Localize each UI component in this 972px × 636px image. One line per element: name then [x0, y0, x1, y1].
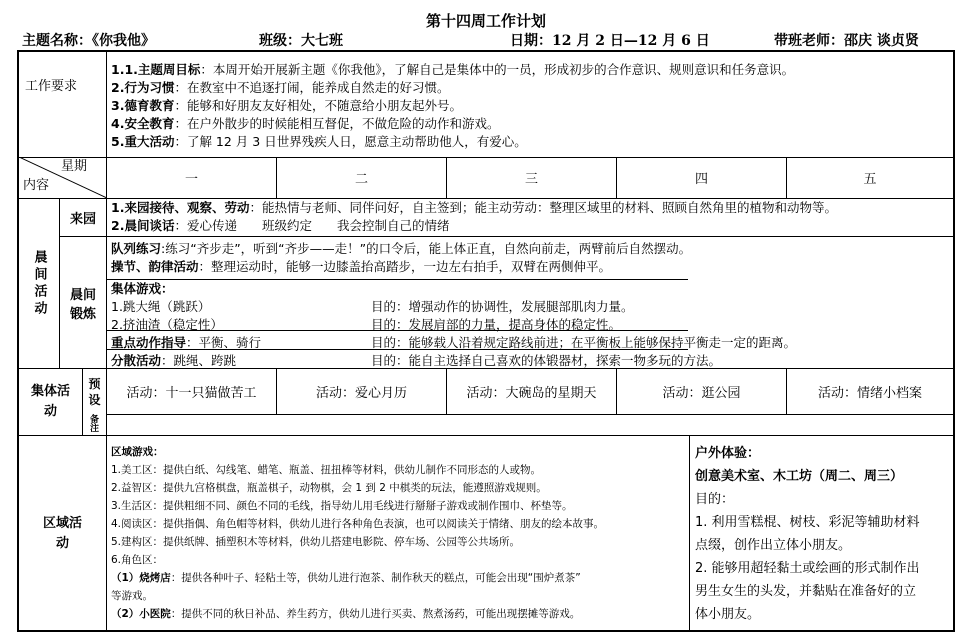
req-item: 5.重大活动：了解 12 月 3 日世界残疾人日，愿意主动帮助他人，有爱心。 — [111, 134, 527, 149]
req-item: 3.德育教育：能够和好朋友友好相处，不随意给小朋友起外号。 — [111, 98, 462, 113]
header-row — [22, 30, 952, 50]
activity-tue: 活动：爱心月历 — [315, 386, 407, 401]
activity-wed: 活动：大碗岛的星期天 — [466, 386, 597, 401]
exercise-content: 队列练习:练习“齐步走”，听到“齐步——走！”的口令后，能上体正直，自然向前走，两臂前后自然摆动。 操节、韵律活动：整理运动时，能够一边膝盖抬高踏步，一边左右拍手，双臂在两侧伸平。 — [111, 241, 692, 274]
page-title: 第十四周工作计划 — [425, 12, 546, 30]
day-fri: 五 — [863, 172, 877, 187]
plan-label: 预设 — [88, 376, 101, 407]
activity-fri: 活动：情绪小档案 — [817, 386, 922, 401]
req-item: 1.1.主题周目标：本周开始开展新主题《你我他》，了解自己是集体中的一员，形成初步的合作意识、规则意识和任务意识。 — [111, 62, 795, 77]
day-thu: 四 — [694, 172, 708, 187]
plan-table — [17, 50, 955, 632]
note-label: 备注 — [89, 415, 99, 434]
day-mon: 一 — [184, 172, 198, 187]
req-item: 4.安全教育：在户外散步的时候能相互督促，不做危险的动作和游戏。 — [111, 116, 500, 131]
date-range: 日期：12 月 2 日—12 月 6 日 — [510, 33, 710, 49]
class-name: 班级：大七班 — [259, 33, 343, 49]
day-wed: 三 — [524, 172, 538, 187]
outdoor-experience: 户外体验： 创意美术室、木工坊（周二、周三） 目的： 1. 利用雪糕棍、树枝、彩泥等辅助材料 点缀，创作出立体小朋友。 2. 能够用超轻黏土或绘画的形式制作出 男生女生的头发，并黏贴在准备好的立 体小朋友。 — [695, 446, 920, 622]
requirements-label: 工作要求 — [25, 79, 78, 94]
day-tue: 二 — [354, 172, 368, 187]
area-games: 区域游戏： 1.美工区：提供白纸、勾线笔、蜡笔、瓶盖、扭扭棒等材料，供幼儿制作不同形态的人或物。 2.益智区：提供九宫格棋盘，瓶盖棋子，动物棋，会 1 到 2 中棋类的玩法，能遵照游戏规则。 3.生活区：提供粗细不同、颜色不同的毛线，指导幼儿用毛线进行掰掰子游戏或制作围巾、杯垫等。 4.阅读区：提供指偶、角色帽等材料，供幼儿进行各种角色表演，也可以阅读关于情绪、朋友的绘本故事。 5.建构区：提供纸牌、插塑积木等材料，供幼儿搭建电影院、停车场、公园等公共场所。 6.角色区： （1）烧烤店：提供各种叶子、轻粘土等，供幼儿进行泡茶、制作秋天的糕点，可能会出现“围炉煮茶” 等游戏。 （2）小医院：提供不同的秋日补品、养生药方，供幼儿进行买卖、熬煮汤药，可能出现摆摊等游戏。 — [111, 446, 605, 620]
arrival-content: 1.来园接待、观察、劳动：能热情与老师、同伴问好，自主签到；能主动劳动：整理区域里的材料、照顾自然角里的植物和动物等。 2.晨间谈话：爱心传递 班级约定 我会控制自己的情绪 — [111, 200, 837, 233]
activity-thu: 活动：逛公园 — [662, 386, 741, 401]
group-games: 集体游戏： 1.跳大绳（跳跃） 目的：增强动作的协调性，发展腿部肌肉力量。 2.挤油渣（稳定性） 目的：发展肩部的力量，提高身体的稳定性。 重点动作指导：平衡、骑行 目的：能够载人沿着规定路线前进；在平衡板上能够保持平衡走一定的距离。 分散活动：跳绳、跨跳 目的：能自主选择自己喜欢的体锻器材，探索一物多玩的方法。 — [111, 281, 797, 368]
activity-mon: 活动：十一只猫做苦工 — [126, 386, 257, 401]
collective-label: 集体活动 — [31, 384, 71, 419]
morning-label: 晨间活动 — [31, 249, 47, 318]
area-label: 区域活动 — [43, 516, 83, 551]
theme-name: 主题名称：《你我他》 — [22, 33, 155, 49]
corner-content: 内容 — [23, 178, 50, 193]
requirements-list — [111, 61, 949, 151]
arrival-label: 来园 — [69, 212, 96, 227]
teachers: 带班老师：邵庆 谈贞贤 — [774, 33, 919, 49]
exercise-label: 晨间锻炼 — [69, 287, 96, 322]
corner-weekday: 星期 — [61, 159, 88, 174]
req-item: 2.行为习惯：在教室中不追逐打闹，能养成自然走的好习惯。 — [111, 80, 450, 95]
